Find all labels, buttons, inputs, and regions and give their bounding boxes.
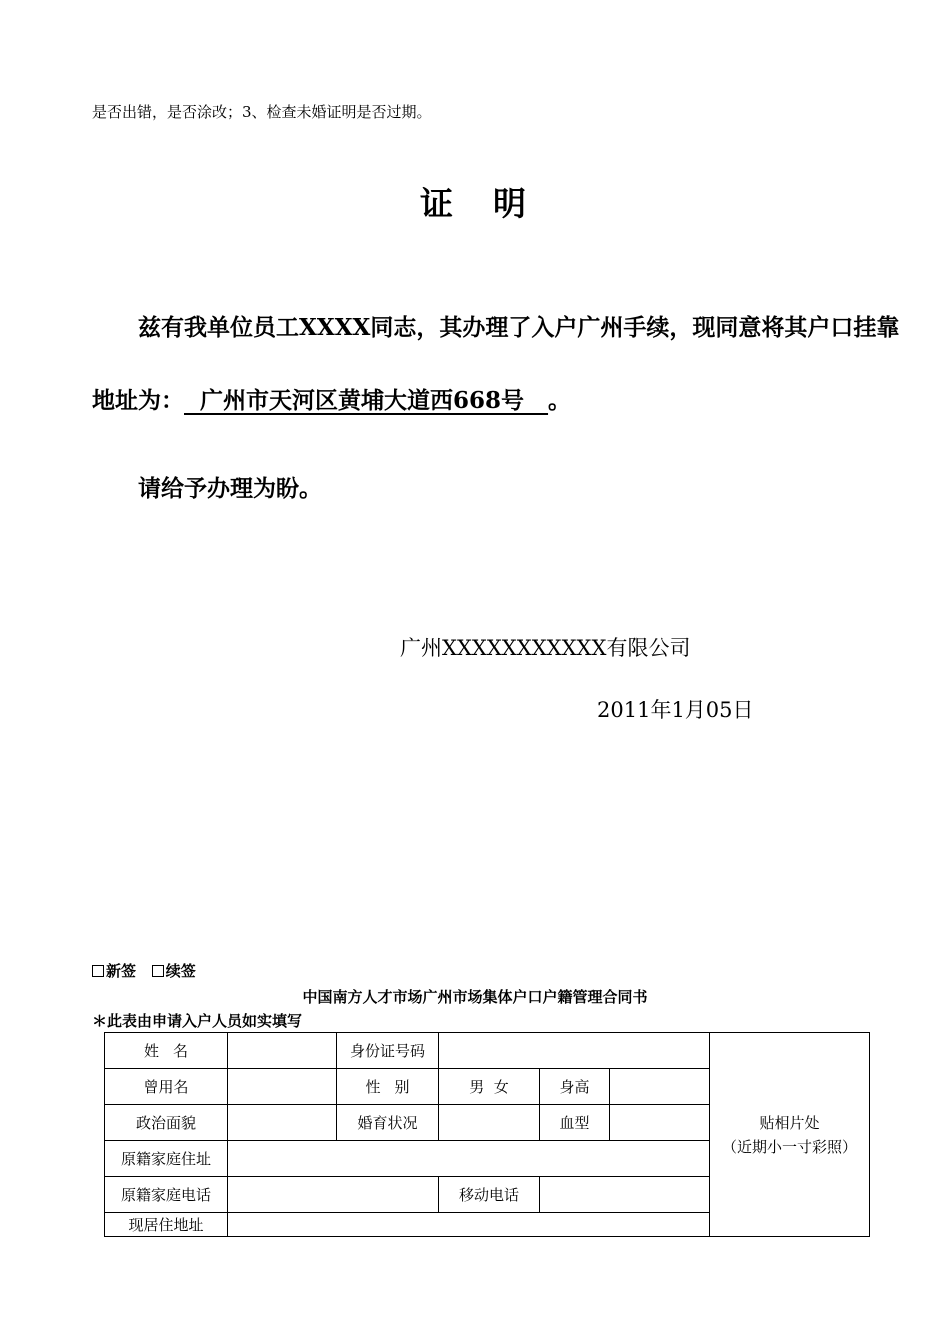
certificate-title [0, 178, 950, 225]
current-address-field[interactable] [228, 1213, 710, 1237]
address-prefix: 地址为： [92, 387, 184, 414]
height-label: 身高 [540, 1069, 610, 1105]
new-sign-checkbox[interactable] [92, 965, 104, 977]
gender-label: 性别 [337, 1069, 439, 1105]
registration-table [104, 1032, 870, 1237]
address-value: 广州市天河区黄埔大道西668号 [184, 387, 549, 414]
certificate-paragraph-2 [92, 382, 571, 415]
former-name-field[interactable] [228, 1069, 337, 1105]
company-name: 广州XXXXXXXXXXX有限公司 [400, 636, 691, 660]
name-field[interactable] [228, 1033, 337, 1069]
mobile-field[interactable] [540, 1177, 710, 1213]
title-char-1: 证 [420, 184, 457, 223]
photo-hint: （近期小一寸彩照） [721, 1137, 857, 1156]
form-title: 中国南方人才市场广州市场集体户口户籍管理合同书 [302, 988, 648, 1006]
gender-options[interactable]: 男 女 [439, 1069, 540, 1105]
certificate-paragraph-1: 兹有我单位员工XXXX同志，其办理了入户广州手续，现同意将其户口挂靠 [138, 314, 900, 341]
certificate-paragraph-3: 请给予办理为盼。 [138, 475, 322, 502]
new-sign-label: 新签 [106, 962, 137, 980]
marital-status-field[interactable] [439, 1105, 540, 1141]
id-number-label: 身份证号码 [337, 1033, 439, 1069]
home-address-field[interactable] [228, 1141, 710, 1177]
sign-type-options [92, 960, 196, 981]
renew-sign-checkbox[interactable] [152, 965, 164, 977]
certificate-date: 2011年1月05日 [597, 698, 754, 722]
current-address-label: 现居住地址 [105, 1213, 228, 1237]
form-note: ＊此表由申请入户人员如实填写 [92, 1012, 303, 1030]
political-status-label: 政治面貌 [105, 1105, 228, 1141]
blood-type-field[interactable] [610, 1105, 710, 1141]
home-phone-label: 原籍家庭电话 [105, 1177, 228, 1213]
photo-label: 贴相片处 [759, 1113, 820, 1132]
mobile-label: 移动电话 [439, 1177, 540, 1213]
blood-type-label: 血型 [540, 1105, 610, 1141]
height-field[interactable] [610, 1069, 710, 1105]
name-label: 姓名 [105, 1033, 228, 1069]
former-name-label: 曾用名 [105, 1069, 228, 1105]
marital-status-label: 婚育状况 [337, 1105, 439, 1141]
home-phone-field[interactable] [228, 1177, 439, 1213]
renew-sign-label: 续签 [165, 962, 196, 980]
table-row [105, 1033, 870, 1069]
id-number-field[interactable] [439, 1033, 710, 1069]
title-char-2: 明 [493, 184, 530, 223]
photo-area [710, 1033, 870, 1237]
home-address-label: 原籍家庭住址 [105, 1141, 228, 1177]
political-status-field[interactable] [228, 1105, 337, 1141]
address-suffix: 。 [548, 387, 572, 414]
header-note: 是否出错，是否涂改；3、检查未婚证明是否过期。 [92, 103, 432, 121]
